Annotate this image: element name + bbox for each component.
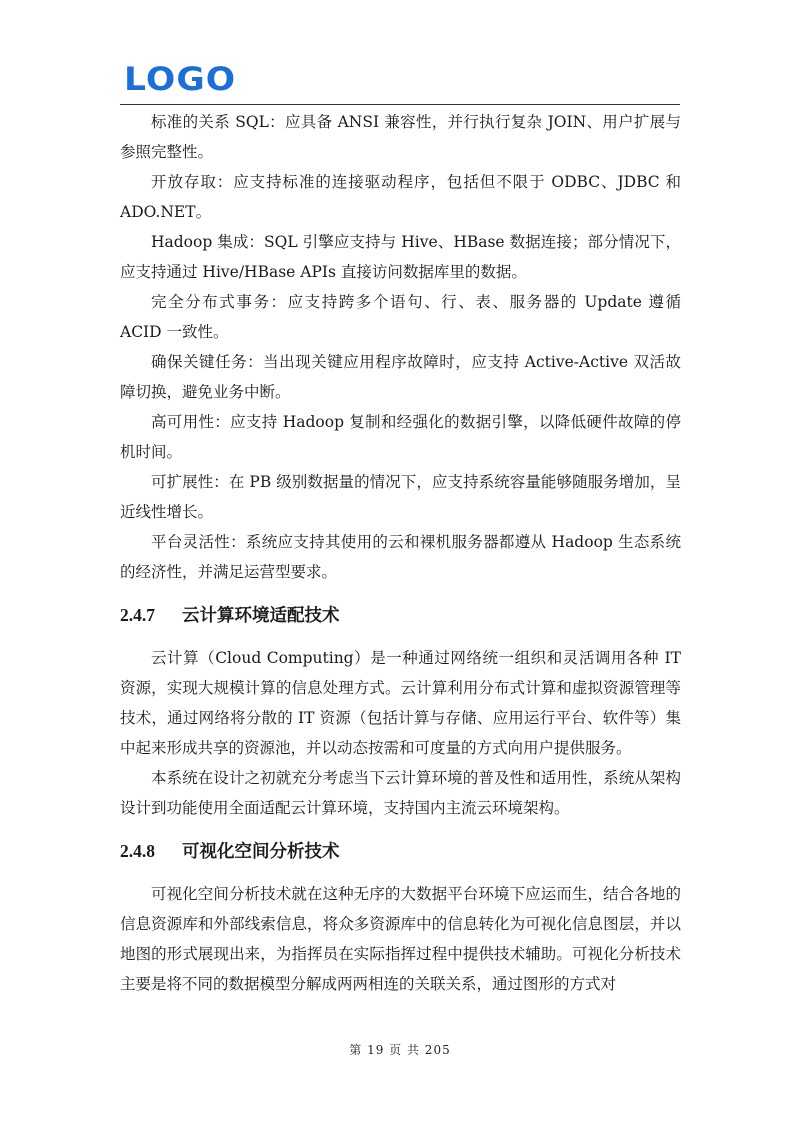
- section-heading-2-4-7: [120, 600, 681, 631]
- section-heading-2-4-8: [120, 836, 681, 867]
- paragraph: 可视化空间分析技术就在这种无序的大数据平台环境下应运而生，结合各地的信息资源库和外部线索信息，将众多资源库中的信息转化为可视化信息图层，并以地图的形式展现出来，为指挥员在实际指挥过程中提供技术辅助。可视化分析技术主要是将不同的数据模型分解成两两相连的关联关系，通过图形的方式对: [120, 885, 681, 993]
- paragraph: 确保关键任务：当出现关键应用程序故障时，应支持 Active-Active 双活故障切换，避免业务中断。: [120, 353, 681, 401]
- paragraph: 平台灵活性：系统应支持其使用的云和裸机服务器都遵从 Hadoop 生态系统的经济性，并满足运营型要求。: [120, 533, 681, 581]
- paragraph: Hadoop 集成：SQL 引擎应支持与 Hive、HBase 数据连接；部分情况下，应支持通过 Hive/HBase APIs 直接访问数据库里的数据。: [120, 233, 681, 281]
- section-title: 云计算环境适配技术: [182, 606, 340, 626]
- section-title: 可视化空间分析技术: [182, 842, 340, 862]
- header-divider: [120, 104, 680, 105]
- page-number: 第 19 页 共 205: [349, 1043, 451, 1057]
- paragraph: 可扩展性：在 PB 级别数据量的情况下，应支持系统容量能够随服务增加，呈近线性增长。: [120, 473, 681, 521]
- paragraph: 云计算（Cloud Computing）是一种通过网络统一组织和灵活调用各种 IT 资源，实现大规模计算的信息处理方式。云计算利用分布式计算和虚拟资源管理等技术，通过网络将分散的 IT 资源（包括计算与存储、应用运行平台、软件等）集中起来形成共享的资源池，并以动态按需和可度量的方式向用户提供服务。: [120, 649, 681, 757]
- section-number: 2.4.8: [120, 841, 155, 861]
- logo: LOGO: [124, 60, 237, 98]
- section-number: 2.4.7: [120, 605, 155, 625]
- paragraph: 完全分布式事务：应支持跨多个语句、行、表、服务器的 Update 遵循 ACID 一致性。: [120, 293, 681, 341]
- paragraph: 标准的关系 SQL：应具备 ANSI 兼容性，并行执行复杂 JOIN、用户扩展与参照完整性。: [120, 113, 681, 161]
- paragraph: 本系统在设计之初就充分考虑当下云计算环境的普及性和适用性，系统从架构设计到功能使用全面适配云计算环境，支持国内主流云环境架构。: [120, 769, 681, 817]
- document-body: [120, 107, 681, 999]
- paragraph: 高可用性：应支持 Hadoop 复制和经强化的数据引擎，以降低硬件故障的停机时间。: [120, 413, 681, 461]
- paragraph: 开放存取：应支持标准的连接驱动程序，包括但不限于 ODBC、JDBC 和 ADO.NET。: [120, 173, 681, 221]
